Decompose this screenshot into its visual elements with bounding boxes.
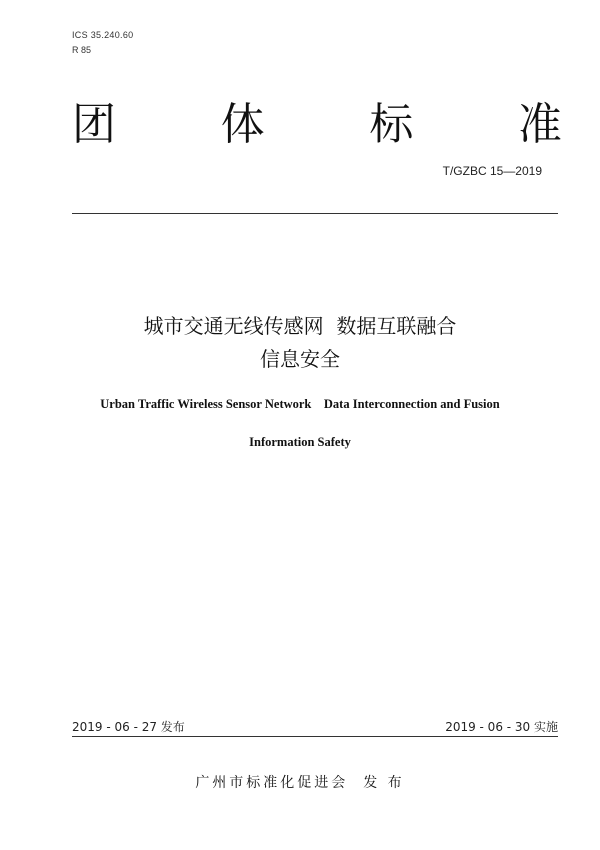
publish-date: 2019 - 06 - 27 发布 bbox=[72, 720, 185, 734]
title-cn-line-1: 城市交通无线传感网 数据互联融合 bbox=[143, 314, 457, 338]
doc-type-char-3: 标 bbox=[369, 99, 414, 150]
title-en-line-1: Urban Traffic Wireless Sensor Network Data Interconnection and Fusion bbox=[100, 397, 500, 411]
implementation-date: 2019 - 06 - 30 实施 bbox=[445, 720, 558, 734]
doc-type-title bbox=[72, 90, 562, 150]
issuer: 广州市标准化促进会 发 布 bbox=[195, 775, 405, 791]
doc-type-char-1: 团 bbox=[72, 99, 116, 150]
ics-code: ICS 35.240.60 bbox=[72, 30, 134, 40]
doc-type-char-2: 体 bbox=[220, 99, 265, 150]
ccs-code: R 85 bbox=[72, 45, 92, 55]
title-en-line-2: Information Safety bbox=[249, 435, 351, 449]
doc-type-char-4: 准 bbox=[517, 99, 562, 150]
footer-divider bbox=[72, 736, 558, 737]
header-divider bbox=[72, 213, 558, 214]
standard-number: T/GZBC 15—2019 bbox=[442, 164, 542, 178]
title-cn-line-2: 信息安全 bbox=[260, 347, 340, 371]
